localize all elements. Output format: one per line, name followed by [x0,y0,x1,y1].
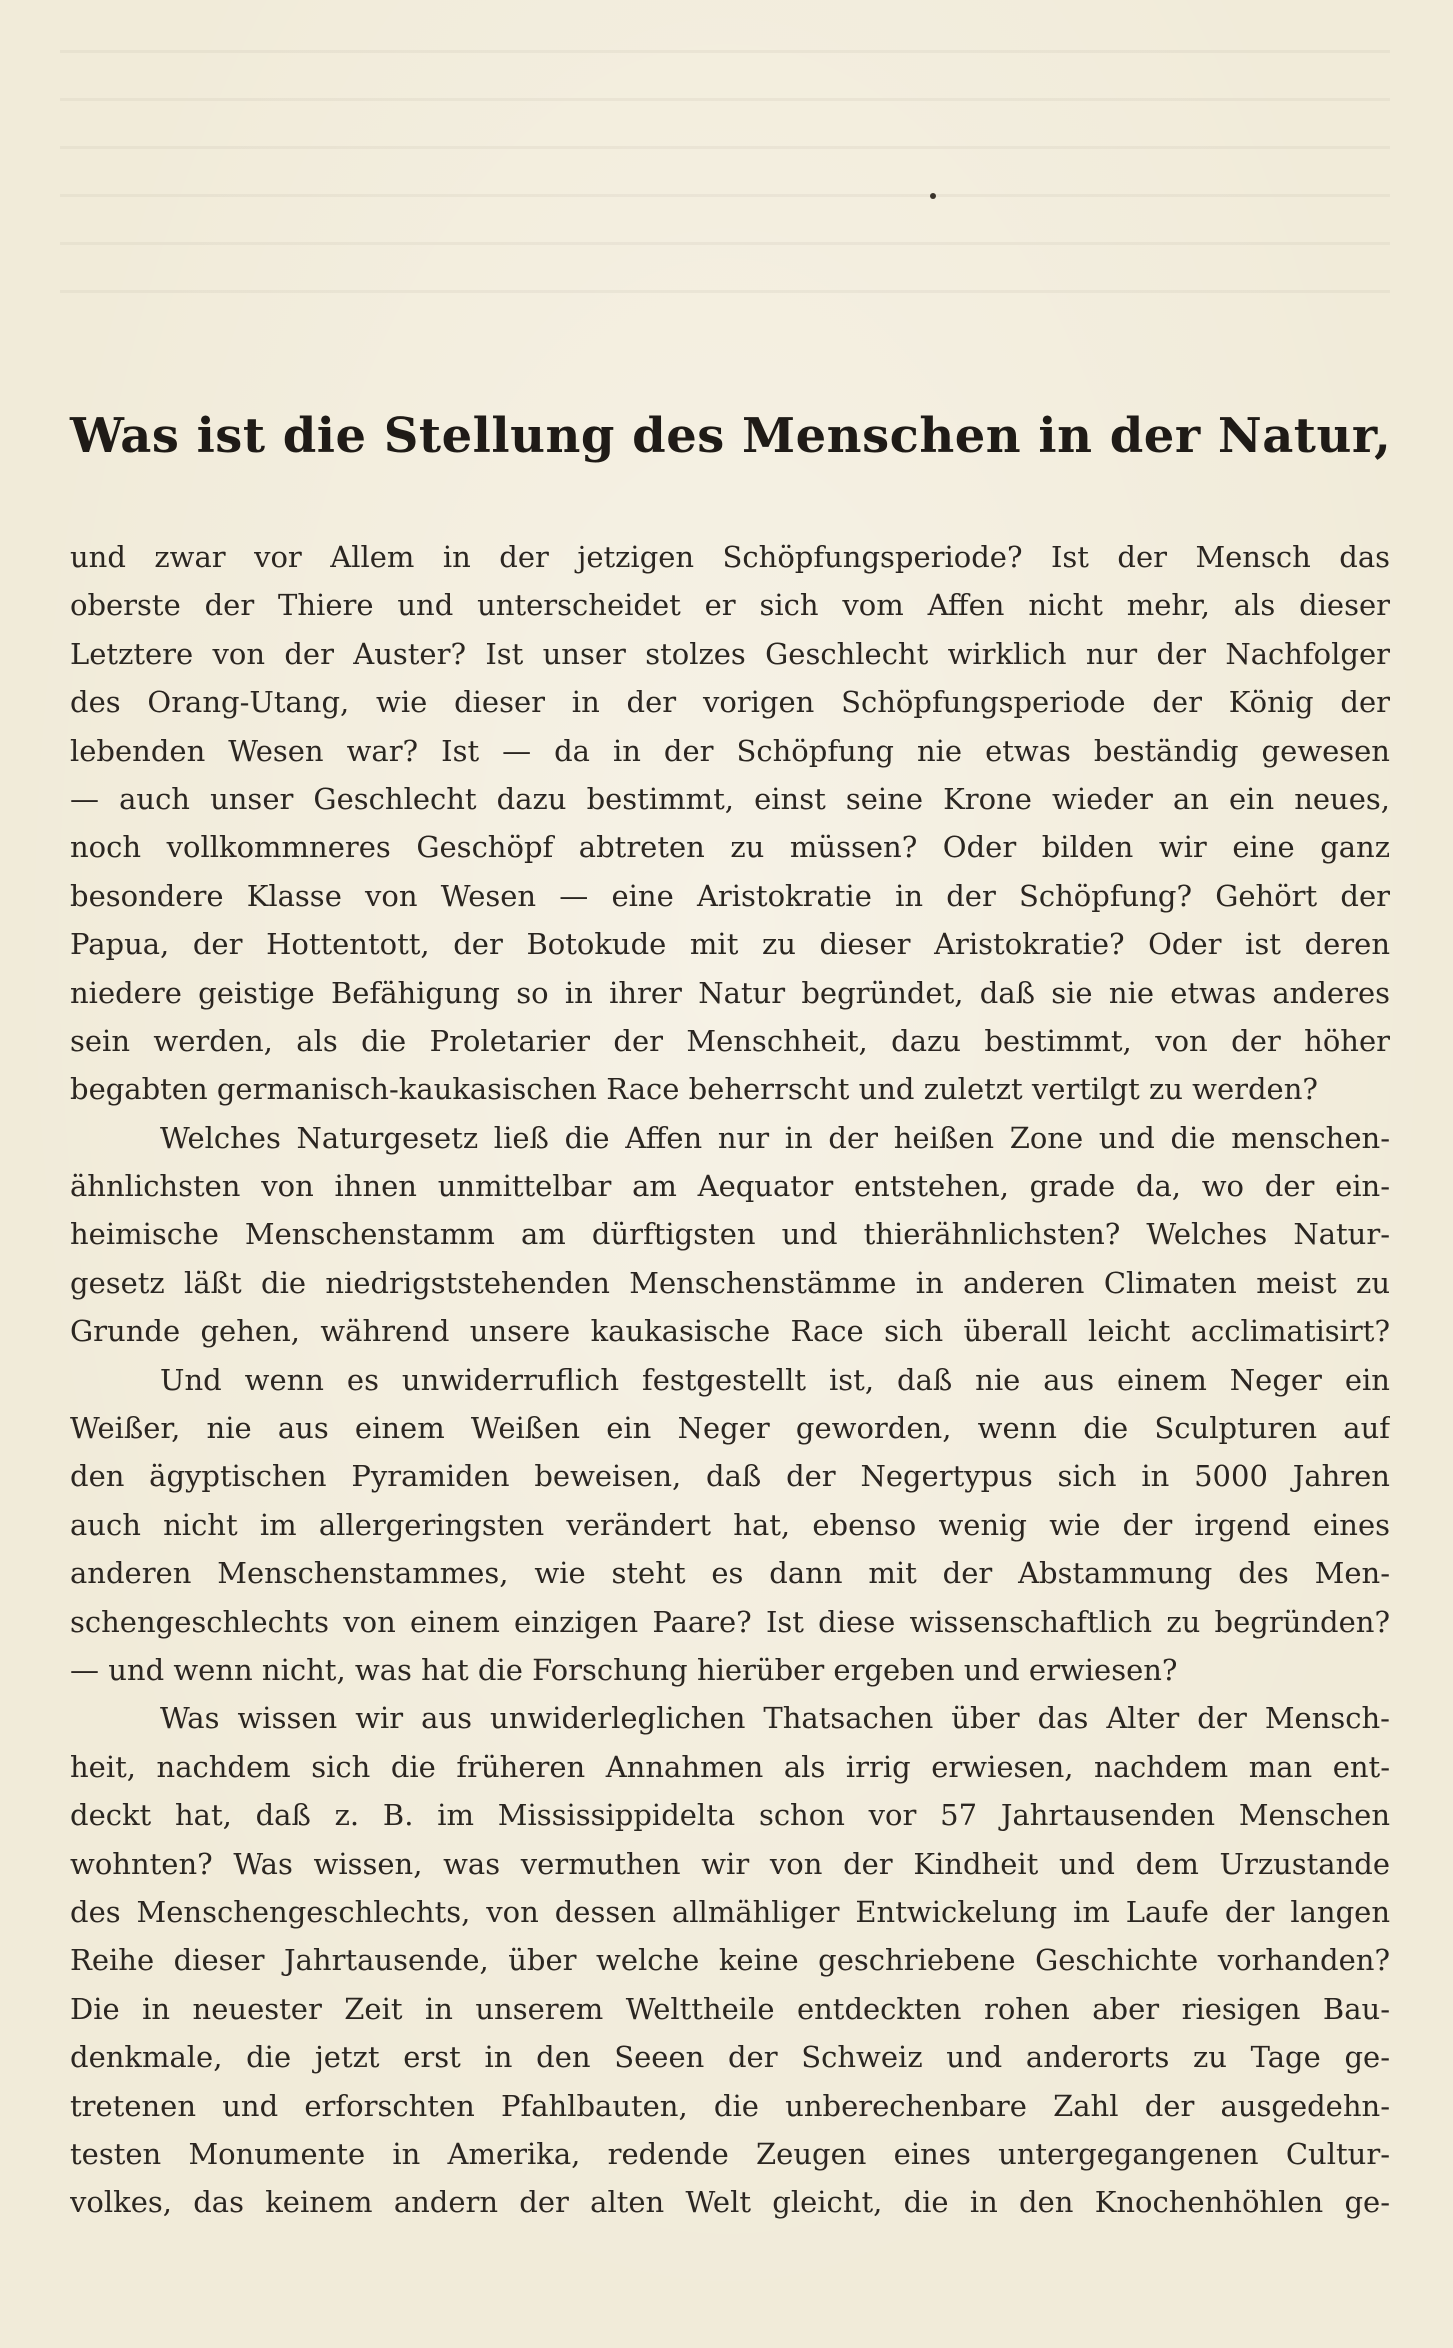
text-line: des Menschengeschlechts, von dessen allmähliger Entwickelung im Laufe der langen [70,1894,1390,1929]
text-line: Papua, der Hottentott, der Botokude mit zu dieser Aristokratie? Oder ist deren [70,927,1390,962]
text-line: Und wenn es unwiderruflich festgestellt ist, daß nie aus einem Neger ein [160,1362,1390,1397]
text-line: Die in neuester Zeit in unserem Welttheile entdeckten rohen aber riesigen Bau- [70,1991,1390,2026]
text-line: oberste der Thiere und unterscheidet er sich vom Affen nicht mehr, als dieser [70,588,1390,623]
text-line: und zwar vor Allem in der jetzigen Schöpfungsperiode? Ist der Mensch das [70,540,1390,574]
text-line: heimische Menschenstamm am dürftigsten und thierähnlichsten? Welches Natur- [70,1217,1390,1252]
text-line: Weißer, nie aus einem Weißen ein Neger geworden, wenn die Sculpturen auf [70,1411,1390,1446]
text-line: wohnten? Was wissen, was vermuthen wir von der Kindheit und dem Urzustande [70,1846,1390,1881]
text-line: begabten germanisch-kaukasischen Race beherrscht und zuletzt vertilgt zu werden? [70,1072,1318,1107]
text-line: ähnlichsten von ihnen unmittelbar am Aequator entstehen, grade da, wo der ein- [70,1169,1390,1204]
text-line: niedere geistige Befähigung so in ihrer Natur begründet, daß sie nie etwas anderes [70,975,1390,1010]
text-line: Reihe dieser Jahrtausende, über welche keine geschriebene Geschichte vorhanden? [70,1943,1390,1978]
paragraph-4 [70,1694,1390,2226]
text-line: noch vollkommneres Geschöpf abtreten zu müssen? Oder bilden wir eine ganz [70,830,1390,865]
text-line: tretenen und erforschten Pfahlbauten, die unberechenbare Zahl der ausgedehn- [70,2088,1390,2123]
text-line: Letztere von der Auster? Ist unser stolzes Geschlecht wirklich nur der Nachfolger [70,636,1390,671]
text-line: anderen Menschenstammes, wie steht es dann mit der Abstammung des Men- [70,1556,1390,1591]
text-line: schengeschlechts von einem einzigen Paare? Ist diese wissenschaftlich zu begründen? [70,1604,1390,1639]
text-line: lebenden Wesen war? Ist — da in der Schöpfung nie etwas beständig gewesen [70,733,1390,768]
text-line: heit, nachdem sich die früheren Annahmen als irrig erwiesen, nachdem man ent- [70,1749,1390,1784]
section-heading: Was ist die Stellung des Menschen in der Natur, [70,408,1392,464]
body-text [70,533,1390,2227]
text-line: Grunde gehen, während unsere kaukasische Race sich überall leicht acclimatisirt? [70,1314,1390,1349]
text-line: — und wenn nicht, was hat die Forschung hierüber ergeben und erwiesen? [70,1652,1178,1687]
text-line: Was wissen wir aus unwiderleglichen Thatsachen über das Alter der Mensch- [160,1701,1390,1736]
text-line: des Orang-Utang, wie dieser in der vorigen Schöpfungsperiode der König der [70,685,1390,720]
text-line: gesetz läßt die niedrigststehenden Menschenstämme in anderen Climaten meist zu [70,1265,1390,1300]
text-line: testen Monumente in Amerika, redende Zeugen eines untergegangenen Cultur- [70,2136,1390,2171]
bleed-through-shadow [60,50,1390,310]
text-line: volkes, das keinem andern der alten Welt gleicht, die in den Knochenhöhlen ge- [70,2185,1390,2220]
ink-speck [930,193,936,199]
text-line: auch nicht im allergeringsten verändert hat, ebenso wenig wie der irgend eines [70,1507,1390,1542]
paragraph-3 [70,1356,1390,1695]
text-line: Welches Naturgesetz ließ die Affen nur in der heißen Zone und die menschen- [160,1120,1390,1155]
paragraph-1 [70,533,1390,1114]
text-line: — auch unser Geschlecht dazu bestimmt, einst seine Krone wieder an ein neues, [70,781,1390,816]
paragraph-2 [70,1114,1390,1356]
text-line: den ägyptischen Pyramiden beweisen, daß der Negertypus sich in 5000 Jahren [70,1459,1390,1494]
text-line: deckt hat, daß z. B. im Mississippidelta schon vor 57 Jahrtausenden Menschen [70,1798,1390,1833]
text-line: sein werden, als die Proletarier der Menschheit, dazu bestimmt, von der höher [70,1023,1390,1058]
text-line: besondere Klasse von Wesen — eine Aristokratie in der Schöpfung? Gehört der [70,878,1390,913]
text-line: denkmale, die jetzt erst in den Seeen der Schweiz und anderorts zu Tage ge- [70,2040,1390,2075]
